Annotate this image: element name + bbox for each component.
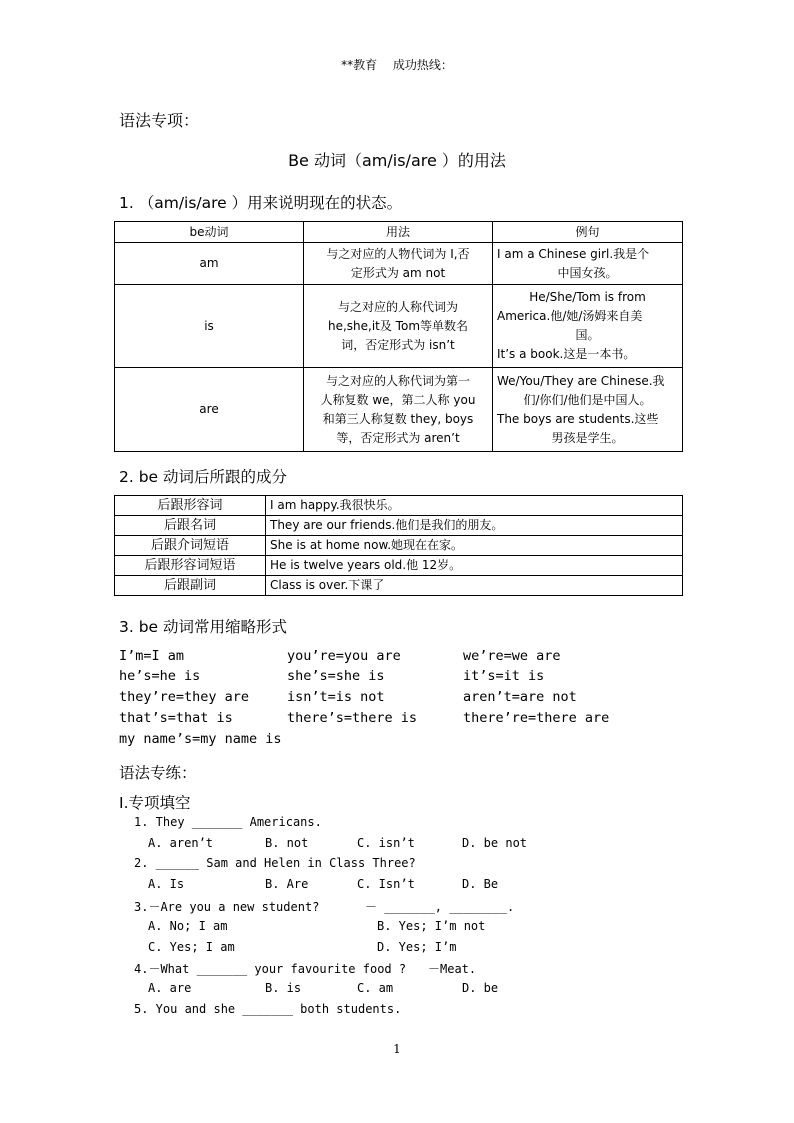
answer-option: B. not <box>265 836 309 850</box>
contraction-item: he’s=he is <box>119 668 201 684</box>
example-cell <box>493 243 683 285</box>
section-2-title: 2. be 动词后所跟的成分 <box>119 468 288 486</box>
contraction-item: there’s=there is <box>287 710 418 726</box>
table-row <box>115 576 683 596</box>
contraction-item: they’re=they are <box>119 689 250 705</box>
usage-cell <box>304 285 493 368</box>
usage-cell <box>304 243 493 285</box>
question-response: －Meat. <box>428 962 477 976</box>
answer-option: C. isn’t <box>357 836 415 850</box>
example-cell <box>493 368 683 452</box>
grammar-heading: 语法专项： <box>119 111 200 130</box>
question-text: 1. They _______ Americans. <box>134 815 322 829</box>
table-row <box>115 368 683 452</box>
verb-cell: are <box>115 368 304 452</box>
cell-line: It’s a book.这是一本书。 <box>497 347 636 361</box>
column-header: 用法 <box>304 222 493 243</box>
answer-option: A. Is <box>148 877 185 891</box>
question-text: 5. You and she _______ both students. <box>134 1002 402 1016</box>
table-row <box>115 516 683 536</box>
example-cell <box>493 285 683 368</box>
contraction-item: she’s=she is <box>287 668 385 684</box>
cell-line: 中国女孩。 <box>557 265 618 280</box>
complement-example: I am happy.我很快乐。 <box>266 496 683 516</box>
answer-option: B. Yes; I’m not <box>377 919 486 933</box>
contraction-item: isn’t=is not <box>287 689 385 705</box>
cell-line: 国。 <box>575 328 600 342</box>
cell-line: 们/你们/他们是中国人。 <box>523 392 652 407</box>
answer-option: D. Yes; I’m <box>377 940 457 954</box>
contraction-item: there’re=there are <box>463 710 610 726</box>
contraction-item: you’re=you are <box>287 648 401 664</box>
answer-option: D. be not <box>462 836 528 850</box>
column-header: be动词 <box>115 222 304 243</box>
table-header-row <box>115 222 683 243</box>
cell-line: 定形式为 am not <box>350 265 446 280</box>
cell-line: America.他/她/汤姆来自美 <box>497 309 643 323</box>
answer-option: B. is <box>265 981 302 995</box>
contraction-item: I’m=I am <box>119 648 185 664</box>
answer-option: C. am <box>357 981 394 995</box>
cell-line: The boys are students.这些 <box>497 411 659 426</box>
contraction-item: that’s=that is <box>119 710 233 726</box>
answer-option: C. Isn’t <box>357 877 415 891</box>
cell-line: 男孩是学生。 <box>551 430 624 445</box>
complement-type: 后跟形容词 <box>115 496 266 516</box>
cell-line: 词，否定形式为 isn’t <box>341 337 455 352</box>
cell-line: 和第三人称复数 they, boys <box>322 411 474 426</box>
section-1-title: 1. （am/is/are ）用来说明现在的状态。 <box>119 194 403 212</box>
cell-line: 与之对应的人称代词为 <box>337 299 458 314</box>
cell-line: 与之对应的人称代词为第一 <box>325 373 470 388</box>
page-header: **教育 成功热线： <box>341 58 453 72</box>
answer-option: A. aren’t <box>148 836 214 850</box>
question-response: － _______, ________. <box>365 900 515 914</box>
answer-option: B. Are <box>265 877 309 891</box>
contraction-item: aren’t=are not <box>463 689 577 705</box>
complement-type: 后跟副词 <box>115 576 266 596</box>
complement-type: 后跟形容词短语 <box>115 556 266 576</box>
complement-type: 后跟介词短语 <box>115 536 266 556</box>
table-row <box>115 556 683 576</box>
section-3-title: 3. be 动词常用缩略形式 <box>119 618 288 636</box>
page-number: 1 <box>393 1042 401 1056</box>
be-verb-complement-table <box>114 495 683 596</box>
contraction-item: my name’s=my name is <box>119 731 282 747</box>
answer-option: D. be <box>462 981 499 995</box>
contraction-item: we’re=we are <box>463 648 561 664</box>
column-header: 例句 <box>493 222 683 243</box>
question-text: 3.－Are you a new student? <box>134 900 320 914</box>
verb-cell: is <box>115 285 304 368</box>
table-row <box>115 285 683 368</box>
answer-option: D. Be <box>462 877 499 891</box>
answer-option: C. Yes; I am <box>148 940 235 954</box>
table-row <box>115 536 683 556</box>
cell-line: 人称复数 we，第二人称 you <box>320 392 476 407</box>
cell-line: he,she,it及 Tom等单数名 <box>327 318 469 333</box>
usage-cell <box>304 368 493 452</box>
contraction-item: it’s=it is <box>463 668 545 684</box>
cell-line: 与之对应的人物代词为 I,否 <box>326 246 470 261</box>
complement-example: He is twelve years old.他 12岁。 <box>266 556 683 576</box>
complement-example: She is at home now.她现在在家。 <box>266 536 683 556</box>
cell-line: I am a Chinese girl.我是个 <box>497 246 650 261</box>
complement-type: 后跟名词 <box>115 516 266 536</box>
complement-example: They are our friends.他们是我们的朋友。 <box>266 516 683 536</box>
complement-example: Class is over.下课了 <box>266 576 683 596</box>
part-1-heading: Ⅰ.专项填空 <box>119 794 191 812</box>
verb-cell: am <box>115 243 304 285</box>
table-row <box>115 243 683 285</box>
be-verb-usage-table <box>114 221 683 452</box>
practice-heading: 语法专练： <box>119 764 197 782</box>
table-row <box>115 496 683 516</box>
cell-line: He/She/Tom is from <box>529 290 646 304</box>
answer-option: A. No; I am <box>148 919 228 933</box>
question-text: 4.－What _______ your favourite food ? <box>134 962 407 976</box>
answer-option: A. are <box>148 981 192 995</box>
cell-line: 等，否定形式为 aren’t <box>336 430 460 445</box>
question-text: 2. ______ Sam and Helen in Class Three? <box>134 856 416 870</box>
page-title: Be 动词（am/is/are ）的用法 <box>288 151 506 170</box>
cell-line: We/You/They are Chinese.我 <box>497 373 665 388</box>
